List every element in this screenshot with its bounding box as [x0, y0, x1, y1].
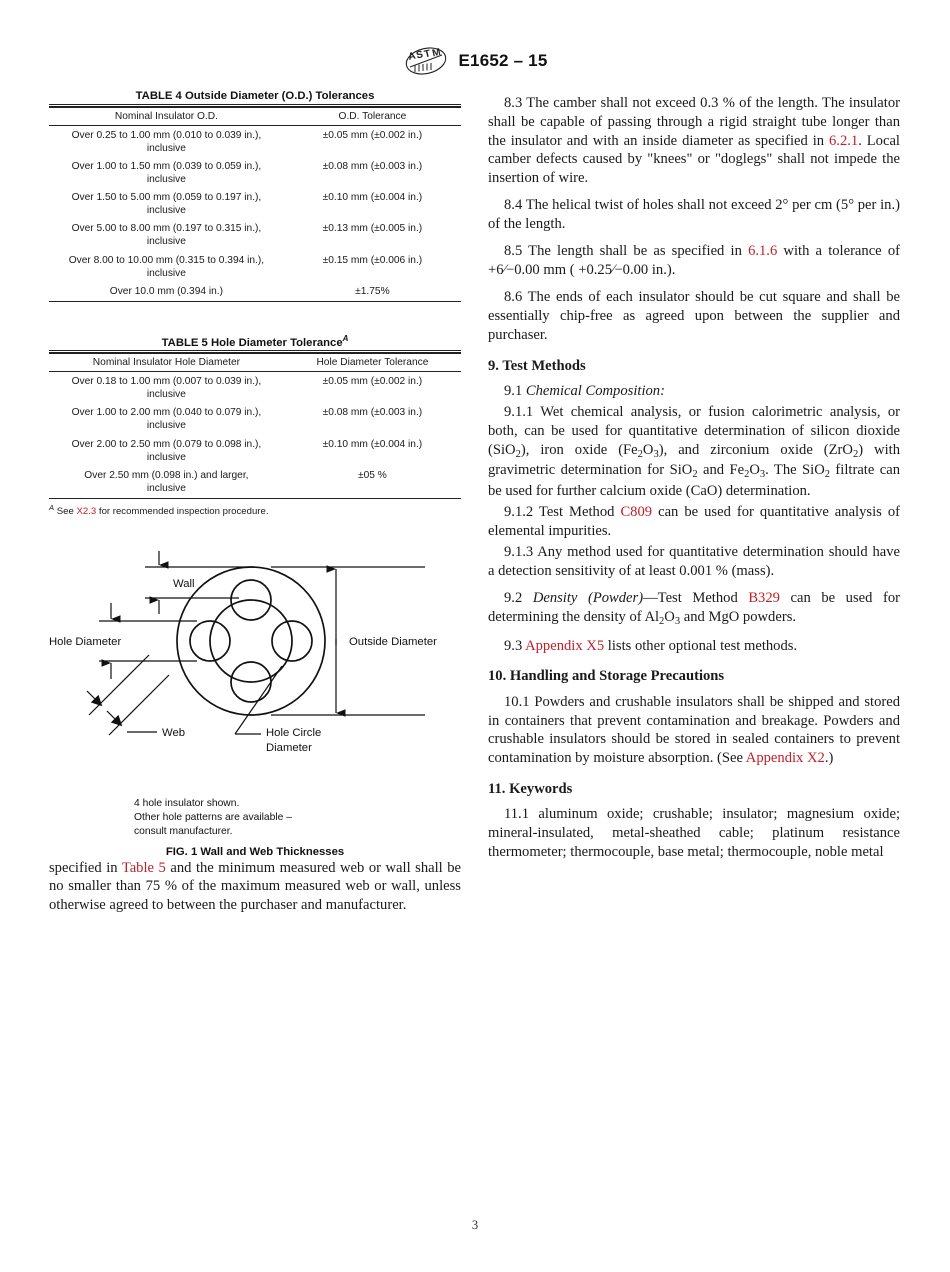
p9-1-italic-title: Chemical Composition: [525, 383, 665, 399]
table-row [49, 372, 461, 404]
table-row [49, 435, 461, 466]
table-row [49, 251, 461, 282]
web-slant-2 [89, 655, 149, 715]
table-5-cell-tolerance: ±05 % [284, 466, 461, 498]
paragraph-9-1 [488, 382, 900, 401]
table-4-cell-range [49, 282, 284, 301]
table-4-title: TABLE 4 Outside Diameter (O.D.) Tolerances [135, 90, 375, 102]
paragraph-number-9-1-2: 9.1.2 [504, 503, 534, 520]
subscript: 2 [515, 448, 521, 460]
svg-text:A: A [406, 50, 417, 63]
figure-label-outside-diameter: Outside Diameter [349, 635, 437, 648]
paragraph-number-8-5: 8.5 [504, 243, 523, 260]
figure-label-web: Web [162, 726, 186, 739]
p9-1-1-text-6: and Fe [697, 462, 745, 479]
xref-b329[interactable]: B329 [748, 589, 780, 606]
footnote-xref-x2-3[interactable]: X2.3 [76, 505, 97, 517]
table-4-cell-tolerance: ±0.10 mm (±0.004 in.) [322, 192, 423, 204]
table-5-cell-tolerance: ±0.05 mm (±0.002 in.) [322, 376, 423, 387]
paragraph-10-1 [488, 693, 900, 768]
figure-caption: FIG. 1 Wall and Web Thicknesses [165, 846, 345, 859]
table-4-cell-range [49, 189, 284, 220]
table-5-header-row [49, 353, 461, 372]
table-5-cell-tolerance: ±0.08 mm (±0.003 in.) [322, 407, 423, 419]
page-number: 3 [471, 1218, 479, 1232]
p9-2-italic-title: Density (Powder) [532, 589, 644, 606]
range-inclusive: inclusive [146, 451, 186, 463]
section-heading-10: 10. Handling and Storage Precautions [488, 668, 725, 685]
table-row [49, 189, 461, 220]
footnote-post-text: for recommended inspection procedure. [96, 505, 269, 517]
paragraph-number-10-1: 10.1 [504, 693, 530, 710]
table-4-col-nominal-od: Nominal Insulator O.D. [49, 107, 284, 126]
paragraph-number-9-2: 9.2 [504, 589, 523, 606]
table-4-cell-tolerance: ±0.13 mm (±0.005 in.) [322, 223, 423, 235]
p9-2-text-3: O [664, 608, 675, 625]
range-inclusive: inclusive [146, 482, 186, 494]
p8-6-text: The ends of each insulator should be cut square and shall be essentially chip-free as agreed upon between the supplier and purchaser. [488, 289, 900, 343]
figure-label-hole-circle-diameter-1: Hole Circle [266, 726, 322, 739]
table-5-body [49, 372, 461, 498]
paragraph-number-9-3: 9.3 [504, 637, 523, 654]
p9-1-3-text: Any method used for quantitative determination should have a detection sensitivity of at least 0.001 % (mass). [488, 543, 900, 579]
p9-3-text-2: lists other optional test methods. [604, 637, 798, 654]
p9-1-1-text-2: ), iron oxide (Fe [520, 441, 638, 458]
table-row [49, 126, 461, 158]
xref-6-1-6[interactable]: 6.1.6 [748, 243, 778, 260]
p9-1-1-text-3: O [642, 441, 654, 458]
table-5-cell-range [49, 404, 284, 435]
p10-1-text-2: .) [824, 750, 834, 767]
p8-5-text-1: The length shall be as specified in [522, 243, 749, 260]
p9-1-1-text-1: Wet chemical analysis, or fusion calorimetric analysis, or both, can be used for quantitative determination of silicon dioxide (SiO [488, 404, 900, 458]
range-inclusive: inclusive [146, 420, 186, 432]
p9-1-1-text-7: O [749, 462, 760, 479]
table-4-cell-tolerance: ±0.08 mm (±0.003 in.) [322, 160, 423, 172]
svg-text:M: M [430, 46, 442, 60]
xref-table-5[interactable]: Table 5 [121, 859, 166, 876]
table-5-cell-range [49, 466, 284, 498]
range-text: Over 8.00 to 10.00 mm (0.315 to 0.394 in.), [68, 254, 265, 266]
table-5-col-hole-diameter-tolerance: Hole Diameter Tolerance [284, 353, 461, 372]
table-4-cell-tolerance: ±0.15 mm (±0.006 in.) [322, 254, 423, 266]
range-text: Over 2.50 mm (0.098 in.) and larger, [84, 469, 249, 481]
p9-2-text-4: and MgO powders. [680, 608, 797, 625]
p9-1-2-text-2: can be used for quantitative analysis of elemental impurities. [488, 503, 900, 539]
p9-1-1-text-4: ), and zirconium oxide (ZrO [658, 441, 853, 458]
outer-circle [177, 567, 325, 715]
p9-1-1-text-5: ) with gravimetric determination for SiO [488, 441, 900, 479]
paragraph-9-3 [488, 637, 900, 656]
paragraph-9-1-1 [488, 403, 900, 500]
p8-4-text: The helical twist of holes shall not exceed 2° per cm (5° per in.) of the length. [488, 197, 900, 232]
paragraph-number-9-1-1: 9.1.1 [504, 404, 534, 421]
p9-1-2-text-1: Test Method [533, 503, 621, 520]
paragraph-number-8-6: 8.6 [504, 289, 523, 306]
xref-appendix-x2[interactable]: Appendix X2 [745, 750, 825, 767]
figure-1-drawing [49, 545, 461, 795]
document-header [0, 46, 950, 76]
footnote-marker: A [49, 502, 55, 512]
right-column [488, 94, 900, 870]
range-inclusive: inclusive [146, 205, 186, 217]
table-5-block [49, 334, 461, 517]
figure-note-line-1: 4 hole insulator shown. [134, 797, 240, 809]
footnote-pre-text: See [54, 505, 77, 517]
astm-logo-icon [403, 46, 449, 76]
subscript: 3 [653, 448, 659, 460]
subscript: 2 [824, 469, 831, 481]
table-row [49, 157, 461, 188]
p8-3-text-1: The camber shall not exceed 0.3 % of the length. The insulator shall be capable of passing through a rigid straight tube longer than the insulator and with an inside diameter as specified in [488, 95, 900, 149]
p8-3-text-2: . Local camber defects caused by "knees" or "doglegs" shall not impede the insertion of wire. [488, 132, 900, 186]
range-text: Over 0.25 to 1.00 mm (0.010 to 0.039 in.), [71, 129, 262, 141]
xref-6-2-1[interactable]: 6.2.1 [829, 132, 859, 149]
table-5-footnote [49, 499, 461, 517]
table-5-cell-range [49, 372, 284, 404]
document-id: E1652 – 15 [458, 51, 548, 70]
web-arrow-1 [87, 691, 101, 705]
xref-appendix-x5[interactable]: Appendix X5 [525, 637, 605, 654]
closing-post-text: and the minimum measured web or wall shall be no smaller than 75 % of the maximum measured web or wall, unless otherwise agreed to between the purchaser and manufacturer. [49, 859, 462, 914]
table-5-title [49, 334, 461, 349]
p8-5-text-2: with a tolerance of +6⁄−0.00 mm ( +0.25⁄−0.00 in.). [488, 243, 900, 278]
subscript: 2 [692, 469, 698, 481]
table-4-cell-tolerance: ±0.05 mm (±0.002 in.) [322, 129, 423, 141]
paragraph-number-9-1: 9.1 [504, 383, 523, 399]
figure-note-line-3: consult manufacturer. [134, 826, 233, 838]
left-closing-paragraph [49, 859, 461, 915]
table-row [49, 404, 461, 435]
table-4-header-row [49, 107, 461, 126]
subscript: 3 [674, 615, 681, 627]
paragraph-9-1-2 [488, 503, 900, 541]
figure-note-line-2: Other hole patterns are available – [134, 811, 292, 823]
svg-text:T: T [422, 48, 432, 61]
range-text: Over 0.18 to 1.00 mm (0.007 to 0.039 in.), [71, 376, 262, 387]
subscript: 2 [637, 448, 643, 460]
range-inclusive: inclusive [146, 236, 186, 248]
table-4-cell-range [49, 126, 284, 158]
figure-label-hole-diameter: Hole Diameter [49, 635, 122, 648]
p9-1-1-text-8: . The SiO [765, 462, 825, 479]
table-4-body [49, 126, 461, 302]
paragraph-8-3 [488, 94, 900, 188]
range-text: Over 1.00 to 1.50 mm (0.039 to 0.059 in.), [71, 160, 262, 172]
subscript: 2 [852, 448, 859, 460]
subscript: 2 [659, 615, 665, 627]
web-arrow-2 [107, 711, 121, 725]
p11-1-text: aluminum oxide; crushable; insulator; magnesium oxide; mineral-insulated, metal-sheathed cable; platinum resistance thermometer; thermocouple, base metal; thermocouple, noble metal [488, 806, 900, 860]
table-4-block [49, 90, 461, 302]
closing-pre-text: specified in [49, 859, 122, 876]
paragraph-number-11-1: 11.1 [504, 806, 529, 823]
table-row [49, 466, 461, 498]
table-5-title-footnote-marker: A [342, 333, 349, 343]
range-inclusive: inclusive [146, 173, 186, 185]
svg-text:S: S [414, 49, 424, 62]
figure-label-hole-circle-diameter-2: Diameter [266, 741, 312, 754]
web-slant [109, 675, 169, 735]
range-inclusive: inclusive [146, 267, 186, 279]
table-4-cell-range [49, 157, 284, 188]
table-5-cell-tolerance: ±0.10 mm (±0.004 in.) [322, 438, 423, 450]
range-text: Over 10.0 mm (0.394 in.) [109, 286, 224, 297]
subscript: 3 [759, 469, 766, 481]
p10-1-text-1: Powders and crushable insulators shall be shipped and stored in containers that prevent contamination and breakage. Powders and crushable insulators should be stored in sealed containers to prevent contamination by moisture absorption. (See [488, 693, 900, 767]
paragraph-8-4 [488, 196, 900, 234]
table-5-title-text: TABLE 5 Hole Diameter Tolerance [161, 336, 343, 349]
paragraph-8-6 [488, 288, 900, 344]
paragraph-number-9-1-3: 9.1.3 [504, 543, 534, 560]
table-5-cell-range [49, 435, 284, 466]
table-row [49, 220, 461, 251]
range-inclusive: inclusive [146, 389, 186, 401]
xref-c809[interactable]: C809 [620, 503, 653, 520]
p9-2-text-1: —Test Method [643, 589, 749, 606]
paragraph-number-8-4: 8.4 [504, 197, 523, 214]
table-4-cell-range [49, 251, 284, 282]
paragraph-8-5 [488, 242, 900, 280]
range-inclusive: inclusive [146, 142, 186, 154]
paragraph-11-1 [488, 805, 900, 861]
table-4 [49, 106, 461, 302]
range-text: Over 1.50 to 5.00 mm (0.059 to 0.197 in.), [71, 192, 262, 204]
subscript: 2 [744, 469, 750, 481]
table-5-col-nominal-hole-diameter: Nominal Insulator Hole Diameter [49, 353, 284, 372]
p9-2-text-2: can be used for determining the density of Al [488, 589, 900, 625]
paragraph-number-8-3: 8.3 [504, 95, 523, 111]
table-5 [49, 352, 461, 498]
section-heading-11: 11. Keywords [488, 780, 573, 797]
paragraph-9-2 [488, 589, 900, 628]
left-column [49, 90, 461, 923]
table-4-col-od-tolerance: O.D. Tolerance [284, 107, 461, 126]
section-heading-9: 9. Test Methods [488, 357, 586, 374]
p9-1-1-text-9: filtrate can be used for further calcium oxide (CaO) determination. [488, 462, 901, 499]
figure-1 [49, 545, 461, 859]
table-4-cell-range [49, 220, 284, 251]
figure-label-wall: Wall [173, 577, 195, 590]
range-text: Over 1.00 to 2.00 mm (0.040 to 0.079 in.), [71, 407, 262, 419]
table-row [49, 282, 461, 301]
paragraph-9-1-3 [488, 543, 900, 581]
range-text: Over 2.00 to 2.50 mm (0.079 to 0.098 in.), [71, 438, 262, 450]
table-4-cell-tolerance: ±1.75% [284, 282, 461, 301]
figure-note [134, 797, 461, 840]
range-text: Over 5.00 to 8.00 mm (0.197 to 0.315 in.), [71, 223, 262, 235]
